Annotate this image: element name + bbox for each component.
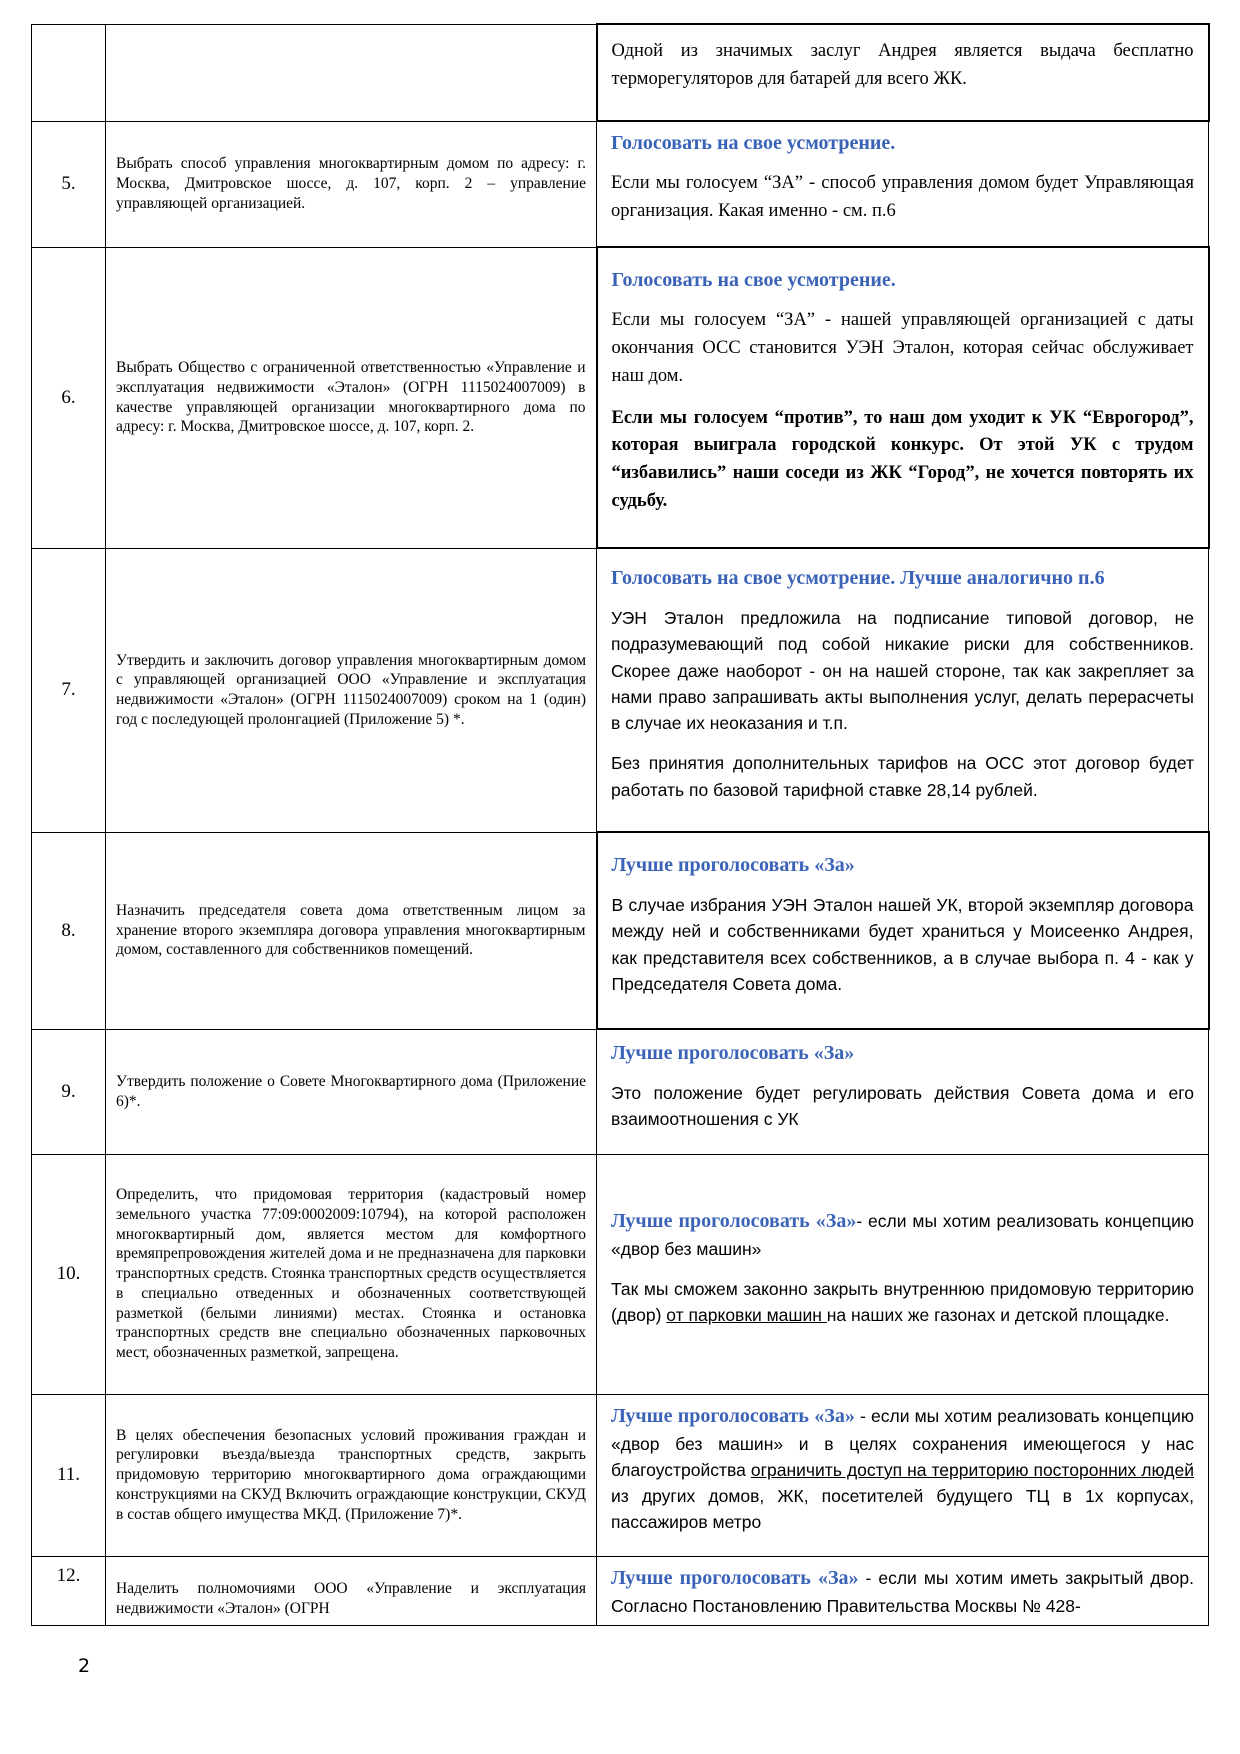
table-row [32, 548, 1209, 832]
row-answer [597, 832, 1209, 1029]
row-answer [597, 1556, 1209, 1625]
row-number: 11. [32, 1394, 106, 1556]
answer-paragraph: Если мы голосуем “ЗА” - способ управления домом будет Управляющая организация. Какая именно - см. п.6 [611, 173, 1194, 221]
answer-paragraph: Без принятия дополнительных тарифов на ОСС этот договор будет работать по базовой тарифной ставке 28,14 рублей. [611, 753, 1194, 800]
answer-paragraph: Это положение будет регулировать действия Совета дома и его взаимоотношения с УК [611, 1082, 1194, 1129]
row-answer [597, 24, 1209, 121]
row-answer [597, 121, 1209, 247]
answer-paragraph: В случае избрания УЭН Эталон нашей УК, второй экземпляр договора между ней и собственниками будет храниться у Моисеенко Андрея, как представителя всех собственников, а в случае выбора п. 4 - как у Председателя Совета дома. [611, 895, 1194, 994]
row-number: 5. [32, 121, 106, 247]
row-number: 8. [32, 832, 106, 1029]
answer-paragraph [611, 1401, 1194, 1536]
row-answer [597, 1394, 1209, 1556]
row-question: Наделить полномочиями ООО «Управление и эксплуатация недвижимости «Эталон» (ОГРН [106, 1556, 597, 1625]
vote-recommendation: Лучше проголосовать «За» [611, 1566, 859, 1589]
table-row [32, 832, 1209, 1029]
answer-text: из других домов, ЖК, посетителей будущего ТЦ в 1х корпусах, пассажиров метро [611, 1486, 1194, 1533]
vote-recommendation: Лучше проголосовать «За» [611, 1209, 857, 1232]
answer-paragraph: УЭН Эталон предложила на подписание типовой договор, не подразумевающий под собой никакие риски для собственников. Скорее даже наоборот - он на нашей стороне, так как закрепляет за нами право запрашивать акты выполнения услуг, делать перерасчеты в случае их неоказания и т.п. [611, 608, 1194, 734]
row-answer [597, 1154, 1209, 1394]
answer-text: - если мы хотим реализовать концепцию «двор без машин» и в целях сохранения имеющегося у нас благоустройства [611, 1405, 1194, 1480]
table-row [32, 1154, 1209, 1394]
row-question: В целях обеспечения безопасных условий проживания граждан и регулировки въезда/выезда транспортных средств, закрыть придомовую территорию многоквартирного дома ограждающими конструкциями на СКУД Включить ограждающие конструкции, СКУД в состав общего имущества МКД. (Приложение 7)*. [106, 1394, 597, 1556]
row-question: Утвердить положение о Совете Многоквартирного дома (Приложение 6)*. [106, 1029, 597, 1154]
row-question: Назначить председателя совета дома ответственным лицом за хранение второго экземпляра договора управления многоквартирным домом, составленного для собственников помещений. [106, 832, 597, 1029]
vote-recommendation: Лучше проголосовать «За» [611, 854, 855, 876]
answer-text: Так мы сможем законно закрыть внутреннюю придомовую территорию (двор) [611, 1278, 1194, 1326]
row-number: 6. [32, 247, 106, 548]
answer-paragraph: Одной из значимых заслуг Андрея является выдача бесплатно терморегуляторов для батарей для всего ЖК. [611, 40, 1194, 89]
row-question: Утвердить и заключить договор управления многоквартирным домом с управляющей организацией ООО «Управление и эксплуатация недвижимости «Эталон» (ОГРН 1115024007009) сроком на 1 (один) год с последующей пролонгацией (Приложение 5) *. [106, 548, 597, 832]
answer-paragraph [611, 1563, 1194, 1619]
vote-recommendation: Лучше проголосовать «За» [611, 1404, 855, 1427]
table-row [32, 1556, 1209, 1625]
row-question [106, 24, 597, 121]
table-row [32, 247, 1209, 548]
row-number: 10. [32, 1154, 106, 1394]
row-question: Выбрать Общество с ограниченной ответственностью «Управление и эксплуатация недвижимости «Эталон» (ОГРН 1115024007009) в качестве управляющей организации многоквартирного дома по адресу: г. Москва, Дмитровское шоссе, д. 107, корп. 2. [106, 247, 597, 548]
answer-paragraph [611, 1276, 1194, 1329]
vote-recommendation: Голосовать на свое усмотрение. Лучше аналогично п.6 [611, 567, 1105, 590]
table-row [32, 1394, 1209, 1556]
row-question: Определить, что придомовая территория (кадастровый номер земельного участка 77:09:0002009:10794), на которой расположен многоквартирный дом, является местом для комфортного времяпрепровождения жителей дома и не предназначена для парковки транспортных средств. Стоянка транспортных средств осуществляется в специально отведенных и обозначенных соответствующей разметкой (белыми линиями) местах. Стоянка и остановка транспортных средств вне специально обозначенных парковочных мест, обозначенных разметкой, запрещена. [106, 1154, 597, 1394]
row-answer [597, 548, 1209, 832]
voting-table [31, 23, 1210, 1626]
row-answer [597, 1029, 1209, 1154]
page-number: 2 [78, 1655, 91, 1677]
answer-paragraph: Если мы голосуем “ЗА” - нашей управляющей организацией с даты окончания ОСС становится УЭН Эталон, которая сейчас обслуживает наш дом. [611, 310, 1194, 386]
table-row [32, 1029, 1209, 1154]
table-row [32, 121, 1209, 247]
answer-vote-line [611, 1206, 1194, 1262]
answer-underlined-text: от парковки машин [666, 1305, 827, 1326]
vote-recommendation: Лучше проголосовать «За» [611, 1041, 855, 1064]
table-row [32, 24, 1209, 121]
answer-text: на наших же газонах и детской площадке. [826, 1305, 1170, 1326]
row-question: Выбрать способ управления многоквартирным домом по адресу: г. Москва, Дмитровское шоссе, д. 107, корп. 2 – управление управляющей организацией. [106, 121, 597, 247]
row-number: 7. [32, 548, 106, 832]
vote-recommendation: Голосовать на свое усмотрение. [611, 269, 896, 292]
vote-tail: - если мы хотим реализовать концепцию «двор без машин» [611, 1210, 1194, 1259]
row-number [32, 24, 106, 121]
answer-paragraph-bold: Если мы голосуем “против”, то наш дом уходит к УК “Еврогород”, которая выиграла городской конкурс. От этой УК с трудом “избавились” наши соседи из ЖК “Город”, не хочется повторять их судьбу. [611, 407, 1194, 511]
answer-underlined-text: ограничить доступ на территорию посторонних людей [750, 1459, 1194, 1480]
vote-recommendation: Голосовать на свое усмотрение. [611, 132, 896, 155]
answer-text: - если мы хотим иметь закрытый двор. Согласно Постановлению Правительства Москвы № 428- [611, 1567, 1194, 1616]
row-number: 9. [32, 1029, 106, 1154]
row-answer [597, 247, 1209, 548]
row-number: 12. [32, 1556, 106, 1625]
